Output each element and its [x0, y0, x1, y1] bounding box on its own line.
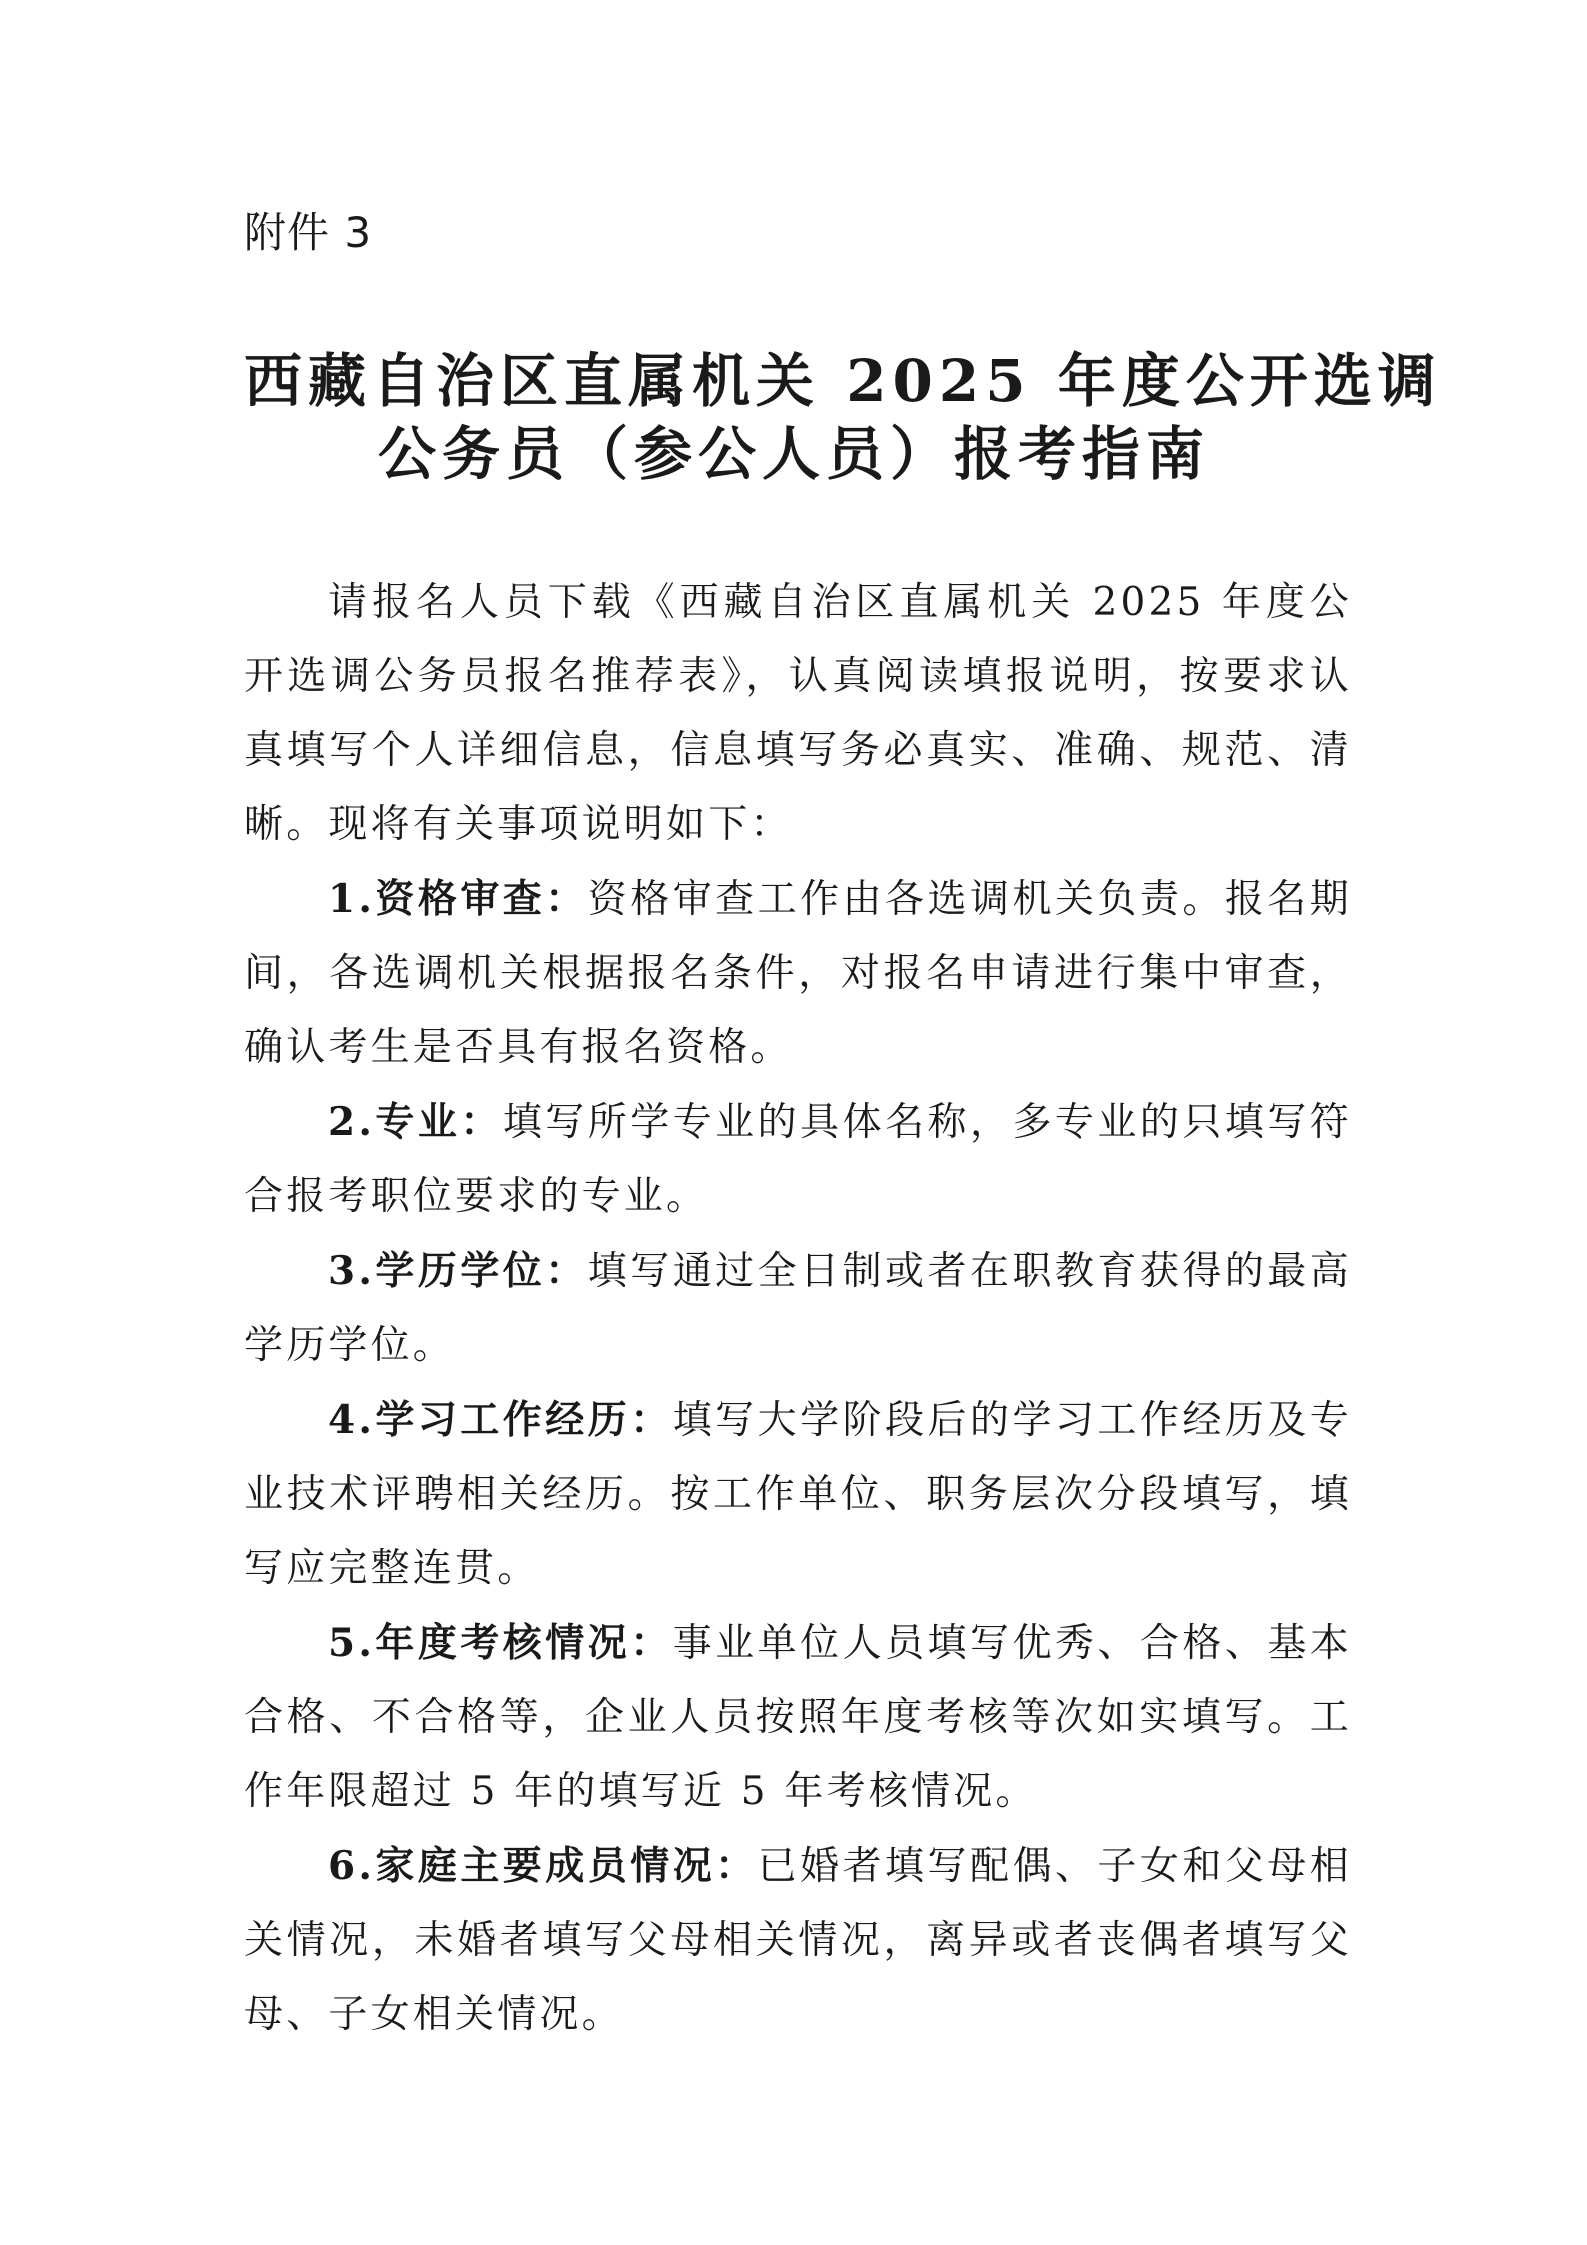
guide-item-text: 填写通过全日制或者在职教育获得的最高学历学位。 — [244, 1249, 1352, 1368]
guide-item-heading: 4.学习工作经历： — [328, 1397, 673, 1443]
attachment-label: 附件 3 — [244, 208, 373, 257]
guide-item-annual-review — [244, 1606, 1352, 1829]
guide-item-education — [244, 1234, 1352, 1383]
guide-item-heading: 3.学历学位： — [328, 1248, 588, 1294]
document-body — [244, 566, 1352, 2052]
guide-item-heading: 6.家庭主要成员情况： — [328, 1843, 758, 1889]
guide-item-major — [244, 1085, 1352, 1234]
guide-item-experience — [244, 1383, 1352, 1606]
guide-item-heading: 2.专业： — [328, 1099, 503, 1145]
guide-item-heading: 1.资格审查： — [328, 876, 588, 922]
document-title-line-2: 公务员（参公人员）报考指南 — [377, 420, 1210, 488]
intro-paragraph: 请报名人员下载《西藏自治区直属机关 2025 年度公开选调公务员报名推荐表》，认真阅读填报说明，按要求认真填写个人详细信息，信息填写务必真实、准确、规范、清晰。现将有关事项说明如下： — [244, 580, 1352, 847]
guide-item-text: 填写所学专业的具体名称，多专业的只填写符合报考职位要求的专业。 — [244, 1100, 1352, 1219]
guide-item-heading: 5.年度考核情况： — [328, 1620, 673, 1666]
guide-item-text: 资格审查工作由各选调机关负责。报名期间，各选调机关根据报名条件，对报名申请进行集中审查，确认考生是否具有报名资格。 — [244, 877, 1352, 1070]
document-title-line-1: 西藏自治区直属机关 2025 年度公开选调 — [244, 347, 1442, 415]
guide-item-family — [244, 1829, 1352, 2052]
guide-item-text: 事业单位人员填写优秀、合格、基本合格、不合格等，企业人员按照年度考核等次如实填写。工作年限超过 5 年的填写近 5 年考核情况。 — [244, 1621, 1353, 1814]
guide-item-text: 已婚者填写配偶、子女和父母相关情况，未婚者填写父母相关情况，离异或者丧偶者填写父母、子女相关情况。 — [244, 1844, 1352, 2037]
guide-item-text: 填写大学阶段后的学习工作经历及专业技术评聘相关经历。按工作单位、职务层次分段填写，填写应完整连贯。 — [244, 1398, 1353, 1591]
guide-item-qualification — [244, 862, 1352, 1085]
